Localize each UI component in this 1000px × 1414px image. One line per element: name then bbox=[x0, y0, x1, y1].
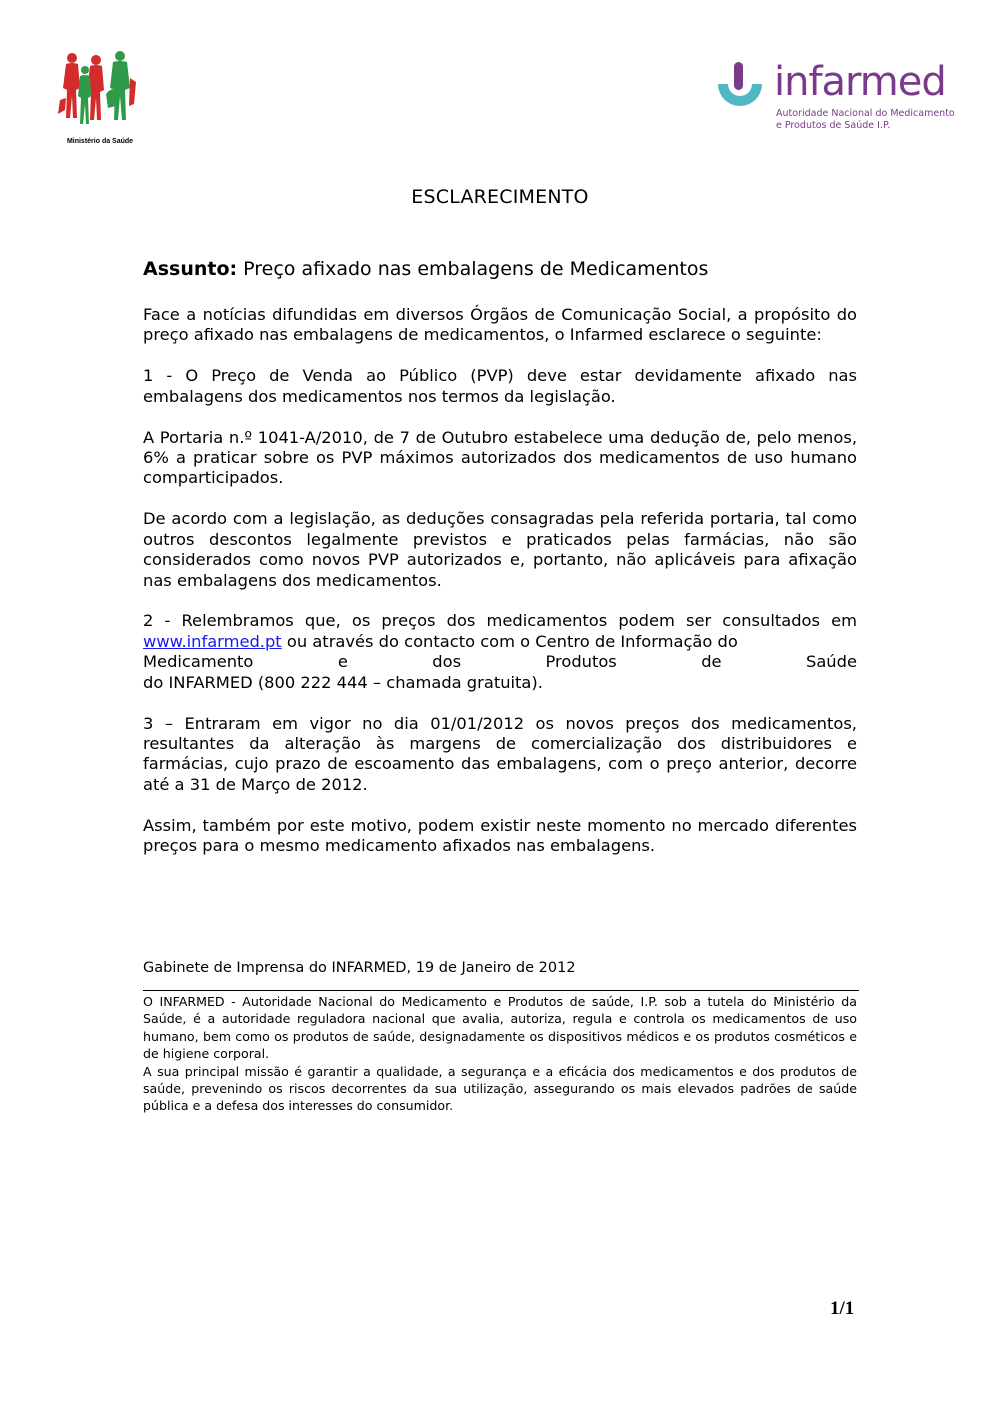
paragraph-deductions: De acordo com a legislação, as deduções consagradas pela referida portaria, tal como outros descontos legalmente previstos e praticados pelas farmácias, não são considerados como novos PVP autorizados e, portanto, não aplicáveis para afixação nas embalagens dos medicamentos. bbox=[143, 509, 857, 590]
point-2-line-3 bbox=[143, 652, 857, 672]
point-2-text-before-link: 2 - Relembramos que, os preços dos medicamentos podem ser consultados em bbox=[143, 611, 857, 631]
ministry-of-health-logo bbox=[52, 48, 148, 148]
ministry-caption: Ministério da Saúde bbox=[66, 138, 134, 145]
footer-divider bbox=[143, 990, 859, 991]
point-2-word: Saúde bbox=[806, 652, 857, 672]
paragraph-conclusion: Assim, também por este motivo, podem existir neste momento no mercado diferentes preços para o mesmo medicamento afixados nas embalagens. bbox=[143, 815, 857, 856]
point-2-word: Produtos bbox=[545, 652, 617, 672]
infarmed-tagline bbox=[776, 108, 955, 132]
point-2-word: de bbox=[701, 652, 722, 672]
document-body bbox=[143, 305, 857, 877]
about-paragraph-1: O INFARMED - Autoridade Nacional do Medicamento e Produtos de saúde, I.P. sob a tutela do Ministério da Saúde, é a autoridade reguladora nacional que avalia, autoriza, regula e controla os medicamentos de uso humano, bem como os produtos de saúde, designadamente os dispositivos médicos e os produtos cosméticos e de higiene corporal. bbox=[143, 994, 857, 1062]
point-2-word: e bbox=[337, 652, 348, 672]
infarmed-tagline-line-2: e Produtos de Saúde I.P. bbox=[776, 120, 891, 131]
about-paragraph-2: A sua principal missão é garantir a qualidade, a segurança e a eficácia dos medicamentos e dos produtos de saúde, prevenindo os riscos decorrentes da sua utilização, assegurando os mais elevados padrões de saúde pública e a defesa dos interesses do consumidor. bbox=[143, 1063, 857, 1114]
point-2-word: dos bbox=[432, 652, 462, 672]
paragraph-point-3: 3 – Entraram em vigor no dia 01/01/2012 os novos preços dos medicamentos, resultantes da alteração às margens de comercialização dos distribuidores e farmácias, cujo prazo de escoamento das embalagens, com o preço anterior, decorre até a 31 de Março de 2012. bbox=[143, 713, 857, 794]
point-2-word: Medicamento bbox=[143, 652, 254, 672]
paragraph-intro: Face a notícias difundidas em diversos Órgãos de Comunicação Social, a propósito do preço afixado nas embalagens de medicamentos, o Infarmed esclarece o seguinte: bbox=[143, 305, 857, 345]
subject-label: Assunto: bbox=[143, 258, 238, 280]
infarmed-circle-icon bbox=[712, 60, 772, 120]
point-2-line-4: do INFARMED (800 222 444 – chamada gratuita). bbox=[143, 672, 543, 692]
infarmed-logo bbox=[712, 59, 955, 140]
infarmed-wordmark: infarmed bbox=[774, 59, 946, 105]
page-number: 1/1 bbox=[830, 1298, 855, 1319]
document-title: ESCLARECIMENTO bbox=[411, 186, 589, 208]
about-infarmed bbox=[143, 993, 857, 1115]
subject-text: Preço afixado nas embalagens de Medicamentos bbox=[243, 258, 709, 280]
paragraph-point-1: 1 - O Preço de Venda ao Público (PVP) deve estar devidamente afixado nas embalagens dos medicamentos nos termos da legislação. bbox=[143, 366, 857, 406]
ministry-figures-icon bbox=[52, 48, 148, 136]
press-office-signature: Gabinete de Imprensa do INFARMED, 19 de Janeiro de 2012 bbox=[143, 960, 576, 976]
point-2-text-after-link: ou através do contacto com o Centro de Informação do bbox=[281, 631, 738, 651]
infarmed-website-link[interactable]: www.infarmed.pt bbox=[143, 631, 282, 651]
paragraph-portaria: A Portaria n.º 1041-A/2010, de 7 de Outubro estabelece uma dedução de, pelo menos, 6% a praticar sobre os PVP máximos autorizados dos medicamentos de uso humano comparticipados. bbox=[143, 427, 857, 488]
infarmed-tagline-line-1: Autoridade Nacional do Medicamento bbox=[776, 108, 955, 119]
paragraph-point-2 bbox=[143, 611, 857, 652]
subject-line bbox=[143, 258, 708, 280]
